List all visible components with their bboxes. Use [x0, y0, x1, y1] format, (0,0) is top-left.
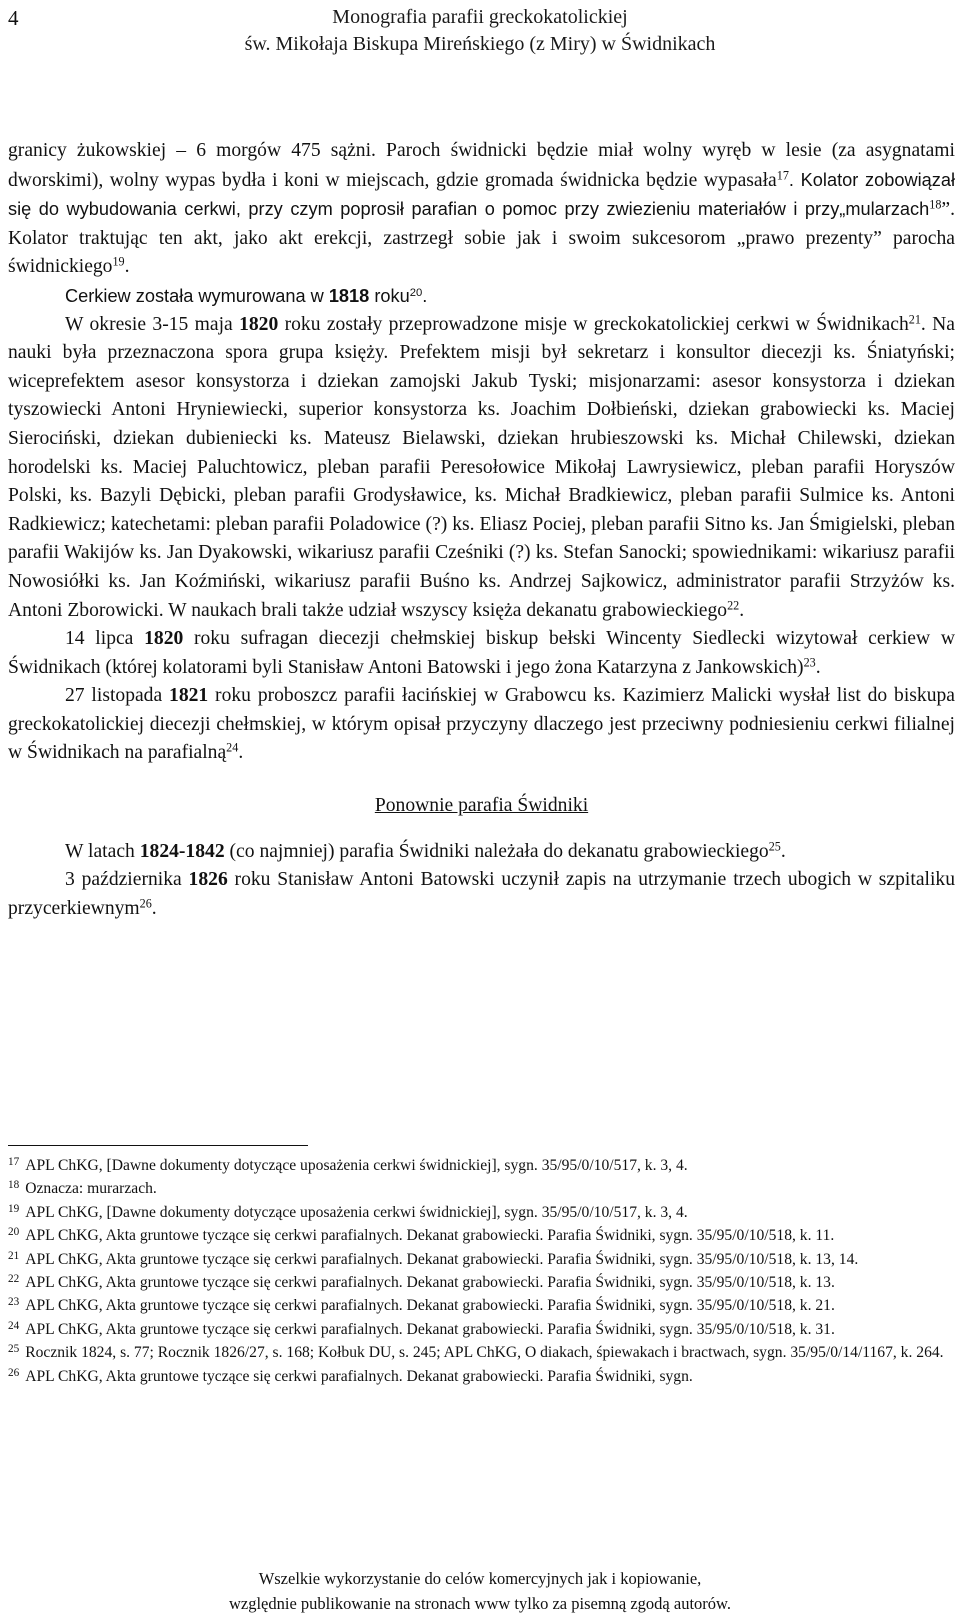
paragraph-text: . Kolator zobowiązał się do wybudowania cerkwi, przy czym poprosił parafian o pomoc przy zwiezieniu materiałów i przy„mularzach	[8, 169, 955, 220]
body-text	[8, 137, 955, 923]
footnote-ref: 17	[776, 167, 789, 182]
footnote-text: APL ChKG, [Dawne dokumenty dotyczące uposażenia cerkwi świdnickiej], sygn. 35/95/0/10/517, k. 3, 4.	[25, 1157, 688, 1174]
footnote-ref: 23	[803, 655, 816, 670]
footnote-number: 20	[8, 1226, 20, 1239]
year: 1820	[239, 313, 279, 335]
footnote-number: 24	[8, 1319, 20, 1332]
paragraph-text: 14 lipca	[65, 628, 145, 650]
footnote-separator	[8, 1145, 308, 1146]
year: 1826	[188, 869, 228, 891]
footnote-ref: 24	[226, 740, 239, 755]
footnote-ref: 18	[929, 197, 942, 212]
footnote-ref: 25	[768, 838, 781, 853]
footnote-text: Oznacza: murarzach.	[25, 1180, 157, 1198]
paragraph-text: roku sufragan diecezji chełmskiej biskup bełski Wincenty Siedlecki wizytował cerkiew w Świdnikach (której kolatorami byli Stanisław Antoni Batowski i jego żona Katarzyna z Jankowskich)	[8, 628, 956, 678]
paragraph-text: roku Stanisław Antoni Batowski uczynił zapis na utrzymanie trzech ubogich w szpitaliku przycerkiewnym	[8, 869, 955, 919]
paragraph-text: 27 listopada	[65, 685, 170, 707]
footnote-text: APL ChKG, [Dawne dokumenty dotyczące uposażenia cerkwi świdnickiej], sygn. 35/95/0/10/517, k. 3, 4.	[25, 1203, 688, 1221]
footnote-number: 26	[8, 1366, 20, 1379]
footnote	[8, 1201, 955, 1224]
footnote-number: 19	[8, 1202, 20, 1215]
paragraph-text: roku proboszcz parafii łacińskiej w Grabowcu ks. Kazimierz Malicki wysłał list do biskupa greckokatolickiej diecezji chełmskiej, w którym opisał przyczyny dlaczego jest przeciwny podniesieniu cerkwi filialnej w Świdnikach na parafialną	[8, 685, 955, 764]
footnote	[8, 1154, 955, 1177]
footnote-text: APL ChKG, Akta gruntowe tyczące się cerkwi parafialnych. Dekanat grabowiecki. Parafia Świdniki, sygn. 35/95/0/10/518, k. 13, 14.	[25, 1250, 859, 1268]
footnote-text: APL ChKG, Akta gruntowe tyczące się cerkwi parafialnych. Dekanat grabowiecki. Parafia Świdniki, sygn.	[25, 1367, 693, 1385]
footnote	[8, 1271, 955, 1294]
paragraph-text: ”. Kolator traktując ten akt, jako akt erekcji, zastrzegł sobie jak i swoim sukcesorom „prawo prezenty” parocha świdnickiego	[8, 199, 955, 278]
year-range: 1824-1842	[139, 840, 225, 862]
page-number: 4	[8, 6, 19, 30]
paragraph-7	[8, 866, 955, 923]
footnote-ref: 21	[908, 311, 921, 326]
year: 1821	[169, 685, 209, 707]
footer-line-1: Wszelkie wykorzystanie do celów komercyjnych jak i kopiowanie,	[258, 1569, 702, 1588]
paragraph-2	[8, 282, 955, 311]
footnote	[8, 1177, 955, 1200]
footnote-number: 25	[8, 1343, 20, 1356]
footnote-text: APL ChKG, Akta gruntowe tyczące się cerkwi parafialnych. Dekanat grabowiecki. Parafia Świdniki, sygn. 35/95/0/10/518, k. 11.	[25, 1227, 835, 1245]
running-header-line-2: św. Mikołaja Biskupa Mireńskiego (z Miry) w Świdnikach	[244, 33, 716, 55]
paragraph-3	[8, 311, 955, 626]
paragraph-text: . Na nauki była przeznaczona spora grupa księży. Prefektem misji był sekretarz i konsultor diecezji ks. Śniatyński; wiceprefektem asesor konsystorza i dziekan zamojski Jakub Tyski; misjonarzami: asesor konsystorza i dziekan tyszowiecki Antoni Hryniewiecki, superior konsystorza ks. Joachim Dołbieński, dziekan grabowiecki ks. Maciej Sierociński, dziekan dubieniecki ks. Mateusz Bielawski, dziekan hrubieszowski ks. Michał Chilewski, dziekan horodelski ks. Maciej Paluchtowicz, pleban parafii Peresołowice Mikołaj Lawrysiewicz, pleban parafii Horyszów Polski, ks. Bazyli Dębicki, pleban parafii Grodysławice, ks. Michał Bradkiewicz, pleban parafii Sulmice ks. Antoni Radkiewicz; katechetami: pleban parafii Poladowice (?) ks. Eliasz Pociej, pleban parafii Sitno ks. Jan Śmigielski, pleban parafii Wakijów ks. Jan Dyakowski, wikariusz parafii Cześniki (?) ks. Stefan Sanocki; spowiednikami: wikariusz parafii Nowosiółki ks. Jan Koźmiński, wikariusz parafii Buśno ks. Andrzej Sajkowicz, administrator parafii Strzyżów ks. Antoni Zborowicki. W naukach brali także udział wszyscy księża dekanatu grabowieckiego	[8, 313, 955, 621]
paragraph-text: .	[151, 897, 157, 919]
paragraph-text: .	[739, 599, 745, 621]
paragraph-4	[8, 625, 955, 682]
footnote-number: 17	[8, 1155, 20, 1168]
footnote	[8, 1318, 955, 1341]
paragraph-text: .	[238, 742, 244, 764]
footnote	[8, 1224, 955, 1247]
running-header	[0, 4, 960, 58]
paragraph-6	[8, 838, 955, 867]
paragraph-text: W okresie 3-15 maja	[65, 313, 240, 335]
footnote-text: Rocznik 1824, s. 77; Rocznik 1826/27, s. 168; Kołbuk DU, s. 245; APL ChKG, O diakach, śpiewakach i bractwach, sygn. 35/95/0/14/1167, k. 264.	[25, 1344, 944, 1362]
paragraph-text: roku zostały przeprowadzone misje w greckokatolickiej cerkwi w Świdnikach	[278, 313, 909, 335]
year: 1818	[328, 285, 370, 306]
footnote-number: 23	[8, 1296, 20, 1309]
paragraph-text: .	[815, 656, 821, 678]
footnote-ref: 19	[112, 254, 125, 269]
paragraph-5	[8, 682, 955, 768]
footnote-ref: 26	[139, 896, 152, 911]
paragraph-text: .	[124, 256, 130, 278]
footnote	[8, 1341, 955, 1364]
footnote	[8, 1248, 955, 1271]
paragraph-text: .	[780, 840, 786, 862]
footnote-text: APL ChKG, Akta gruntowe tyczące się cerkwi parafialnych. Dekanat grabowiecki. Parafia Świdniki, sygn. 35/95/0/10/518, k. 13.	[25, 1274, 835, 1292]
section-heading: Ponownie parafia Świdniki	[374, 795, 589, 817]
footnote-text: APL ChKG, Akta gruntowe tyczące się cerkwi parafialnych. Dekanat grabowiecki. Parafia Świdniki, sygn. 35/95/0/10/518, k. 21.	[25, 1297, 835, 1315]
paragraph-text: 3 października	[65, 869, 189, 891]
page-footer	[0, 1566, 960, 1616]
paragraph-text: .	[422, 285, 428, 306]
footnote-text: APL ChKG, Akta gruntowe tyczące się cerkwi parafialnych. Dekanat grabowiecki. Parafia Świdniki, sygn. 35/95/0/10/518, k. 31.	[25, 1320, 835, 1338]
footnote-ref: 22	[727, 597, 740, 612]
footnote-number: 22	[8, 1272, 20, 1285]
footnote-number: 21	[8, 1249, 20, 1262]
footer-line-2: względnie publikowanie na stronach www tylko za pisemną zgodą autorów.	[228, 1594, 732, 1613]
running-header-line-1: Monografia parafii greckokatolickiej	[332, 6, 628, 28]
paragraph-text: Cerkiew została wymurowana w	[65, 285, 329, 306]
paragraph-text: (co najmniej) parafia Świdniki należała do dekanatu grabowieckiego	[224, 840, 769, 862]
footnote	[8, 1294, 955, 1317]
paragraph-text: roku	[369, 285, 410, 306]
year: 1820	[144, 628, 184, 650]
footnote-ref: 20	[409, 286, 423, 299]
footnote-number: 18	[8, 1179, 20, 1192]
paragraph-1	[8, 137, 955, 282]
footnotes	[8, 1154, 955, 1388]
paragraph-text: granicy żukowskiej – 6 morgów 475 sążni. Paroch świdnicki będzie miał wolny wyręb w lesie (za asygnatami dworskimi), wolny wypas bydła i koni w miejscach, gdzie gromada świdnicka będzie wypasała	[8, 140, 955, 191]
paragraph-text: W latach	[65, 840, 140, 862]
footnote	[8, 1365, 955, 1388]
